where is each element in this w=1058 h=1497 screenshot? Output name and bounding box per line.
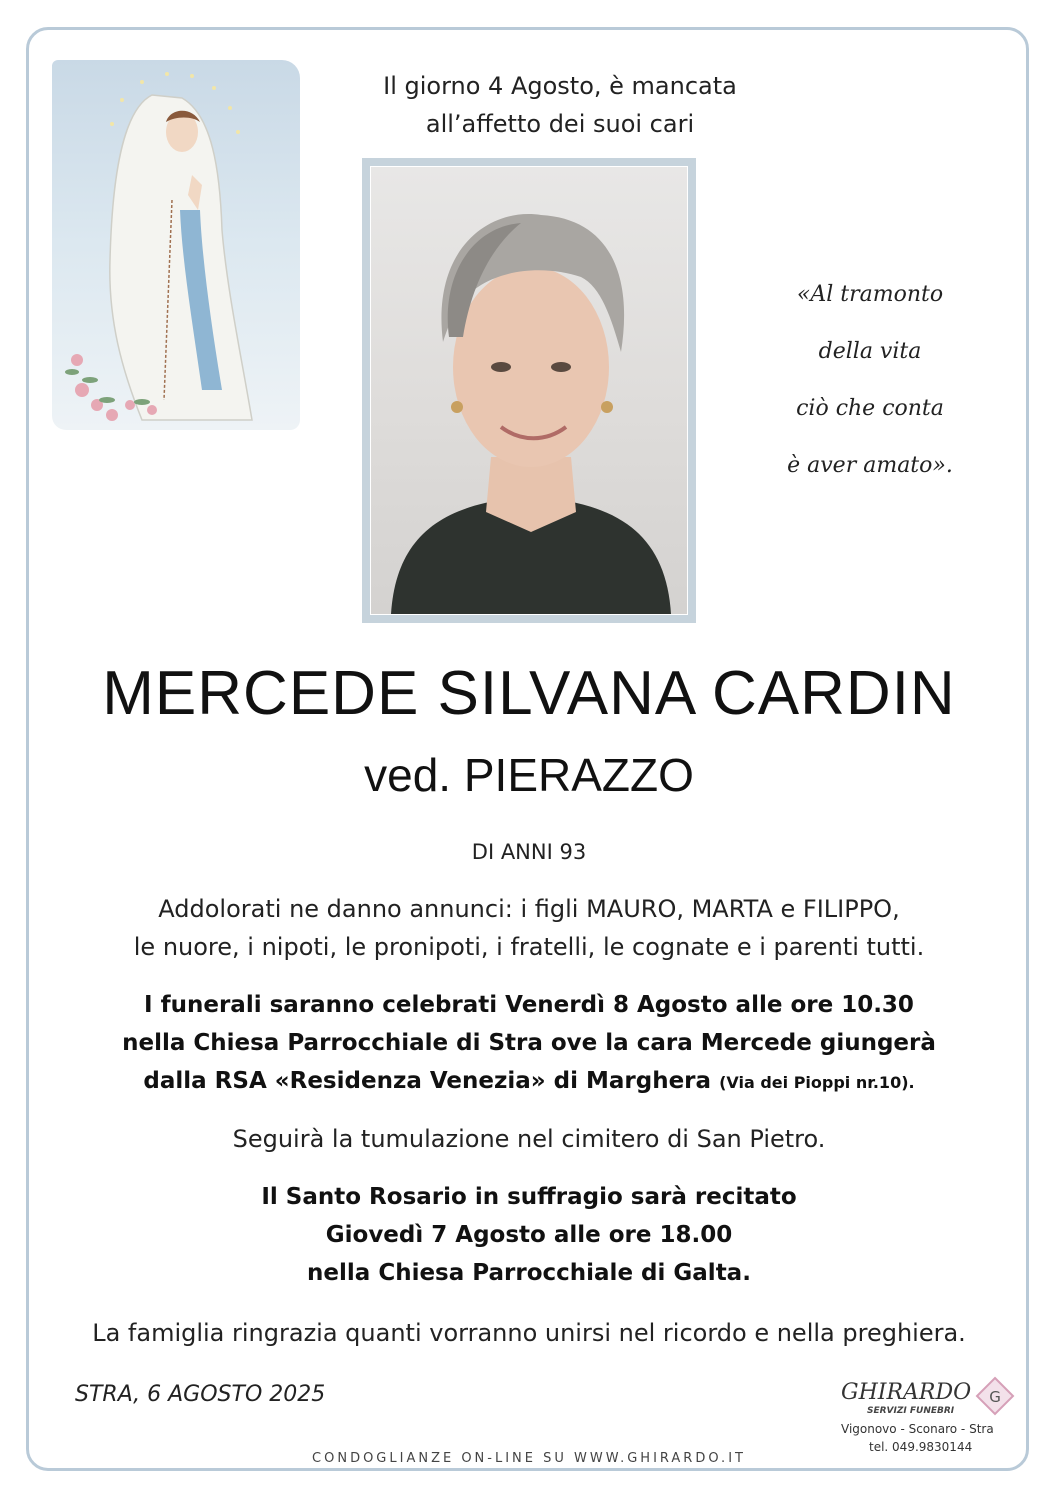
- mourners-announcement: [40, 890, 1018, 966]
- funeral-line2: nella Chiesa Parrocchiale di Stra ove la cara Mercede giungerà: [122, 1030, 936, 1056]
- rosary-line1: Il Santo Rosario in suffragio sarà recitato: [261, 1184, 797, 1210]
- funeral-details: [40, 986, 1018, 1102]
- quote-line-4: è aver amato».: [787, 453, 953, 478]
- madonna-illustration: [52, 60, 300, 430]
- deceased-name: MERCEDE SILVANA CARDIN: [102, 659, 956, 728]
- agency-monogram: G: [989, 1388, 1001, 1406]
- deceased-age: DI ANNI 93: [471, 840, 587, 864]
- agency-gem-icon: [975, 1376, 1015, 1416]
- rosary-details: [40, 1178, 1018, 1292]
- portrait-illustration: [371, 167, 687, 614]
- agency-subtitle: SERVIZI FUNEBRI: [867, 1406, 955, 1416]
- agency-towns: Vigonovo - Sconaro - Stra: [841, 1422, 994, 1436]
- announcement-header-line2: all’affetto dei suoi cari: [425, 110, 695, 138]
- rosary-line3: nella Chiesa Parrocchiale di Galta.: [307, 1260, 751, 1286]
- funeral-line3: [40, 1062, 1018, 1102]
- burial-note: Seguirà la tumulazione nel cimitero di San Pietro.: [232, 1125, 826, 1153]
- agency-name: GHIRARDO: [841, 1380, 972, 1405]
- quote-line-3: ciò che conta: [796, 396, 944, 421]
- family-thanks: La famiglia ringrazia quanti vorranno unirsi nel ricordo e nella preghiera.: [92, 1319, 966, 1347]
- mourners-line1: Addolorati ne danno annunci: i figli MAURO, MARTA e FILIPPO,: [158, 895, 900, 923]
- funeral-address: (Via dei Pioppi nr.10).: [719, 1073, 915, 1092]
- quote-line-2: della vita: [818, 339, 922, 364]
- mourners-line2: le nuore, i nipoti, le pronipoti, i fratelli, le cognate e i parenti tutti.: [133, 933, 925, 961]
- place-date: STRA, 6 AGOSTO 2025: [75, 1382, 326, 1407]
- portrait-photo: [371, 167, 687, 614]
- widow-of: ved. PIERAZZO: [364, 749, 694, 801]
- funeral-line3-main: dalla RSA «Residenza Venezia» di Marghera: [143, 1068, 712, 1094]
- quote-line-1: «Al tramonto: [796, 282, 944, 307]
- announcement-header-line1: Il giorno 4 Agosto, è mancata: [383, 72, 737, 100]
- memorial-quote: [770, 282, 970, 510]
- condolences-footer: CONDOGLIANZE ON-LINE SU WWW.GHIRARDO.IT: [312, 1451, 746, 1466]
- madonna-image: [52, 60, 300, 430]
- rosary-line2: Giovedì 7 Agosto alle ore 18.00: [325, 1222, 733, 1248]
- funeral-line1: I funerali saranno celebrati Venerdì 8 Agosto alle ore 10.30: [144, 992, 914, 1018]
- portrait-frame: [362, 158, 696, 623]
- agency-phone: tel. 049.9830144: [869, 1440, 973, 1454]
